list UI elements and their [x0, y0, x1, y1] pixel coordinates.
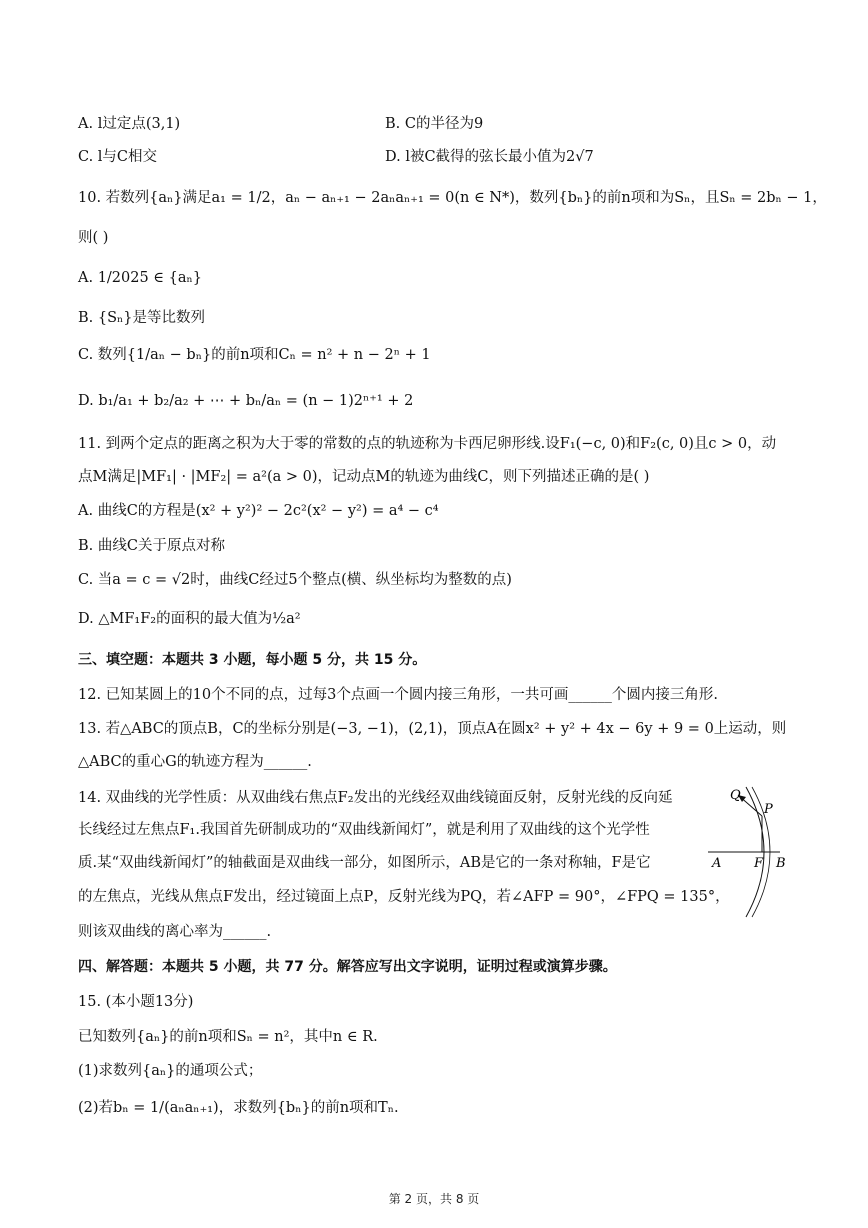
label-p: P	[764, 802, 773, 817]
q11-option-b: B. 曲线C关于原点对称	[78, 538, 225, 554]
q10-stem-cont: 则( )	[78, 230, 109, 246]
page-footer: 第 2 页，共 8 页	[388, 1192, 480, 1206]
q11-option-a: A. 曲线C的方程是(x² + y²)² − 2c²(x² − y²) = a⁴ − c⁴	[78, 503, 439, 519]
q10-option-b: B. {Sₙ}是等比数列	[78, 310, 206, 326]
q9-option-d: D. l被C截得的弦长最小值为2√7	[385, 149, 594, 165]
q14-line-3: 质.某“双曲线新闻灯”的轴截面是双曲线一部分，如图所示，AB是它的一条对称轴，F是它	[78, 855, 651, 871]
q13-line-1: 13. 若△ABC的顶点B，C的坐标分别是(−3, −1)，(2,1)，顶点A在圆x² + y² + 4x − 6y + 9 = 0上运动，则	[78, 721, 787, 737]
q11-option-c: C. 当a = c = √2时，曲线C经过5个整点(横、纵坐标均为整数的点)	[78, 572, 512, 588]
hyperbola-lamp-figure	[700, 783, 796, 923]
q10-stem: 10. 若数列{aₙ}满足a₁ = 1/2，aₙ − aₙ₊₁ − 2aₙaₙ₊₁ = 0(n ∈ N*)，数列{bₙ}的前n项和为Sₙ，且Sₙ = 2bₙ − 1，	[78, 190, 827, 206]
q14-line-5: 则该双曲线的离心率为______.	[78, 924, 272, 940]
q9-option-b: B. C的半径为9	[385, 116, 484, 132]
q12-text: 12. 已知某圆上的10个不同的点，过每3个点画一个圆内接三角形，一共可画______个圆内接三角形.	[78, 687, 718, 703]
label-q: Q	[730, 788, 741, 803]
q9-option-c: C. l与C相交	[78, 149, 158, 165]
label-a: A	[712, 856, 722, 871]
q11-option-d: D. △MF₁F₂的面积的最大值为½a²	[78, 611, 301, 627]
q15-part-2: (2)若bₙ = 1/(aₙaₙ₊₁)，求数列{bₙ}的前n项和Tₙ.	[78, 1100, 399, 1116]
q11-stem: 11. 到两个定点的距离之积为大于零的常数的点的轨迹称为卡西尼卵形线.设F₁(−c, 0)和F₂(c, 0)且c > 0，动	[78, 436, 777, 452]
q15-line-1: 已知数列{aₙ}的前n项和Sₙ = n²，其中n ∈ R.	[78, 1029, 378, 1045]
q10-option-d: D. b₁/a₁ + b₂/a₂ + ⋯ + bₙ/aₙ = (n − 1)2ⁿ⁺¹ + 2	[78, 393, 414, 409]
q14-line-4: 的左焦点，光线从焦点F发出，经过镜面上点P，反射光线为PQ，若∠AFP = 90°，∠FPQ = 135°，	[78, 889, 730, 905]
q14-line-2: 长线经过左焦点F₁.我国首先研制成功的“双曲线新闻灯”，就是利用了双曲线的这个光学性	[78, 822, 650, 838]
q9-option-a: A. l过定点(3,1)	[78, 116, 181, 132]
q10-option-c: C. 数列{1/aₙ − bₙ}的前n项和Cₙ = n² + n − 2ⁿ + 1	[78, 347, 431, 363]
q13-line-2: △ABC的重心G的轨迹方程为______.	[78, 754, 312, 770]
section-4-heading: 四、解答题：本题共 5 小题，共 77 分。解答应写出文字说明，证明过程或演算步骤。	[78, 959, 617, 975]
q15-title: 15. (本小题13分)	[78, 994, 194, 1010]
q10-option-a: A. 1/2025 ∈ {aₙ}	[78, 270, 203, 286]
label-f: F	[754, 856, 764, 871]
label-b: B	[776, 856, 786, 871]
q15-part-1: (1)求数列{aₙ}的通项公式；	[78, 1063, 263, 1079]
q11-stem-cont: 点M满足|MF₁| · |MF₂| = a²(a > 0)，记动点M的轨迹为曲线C，则下列描述正确的是( )	[78, 469, 650, 485]
q14-line-1: 14. 双曲线的光学性质：从双曲线右焦点F₂发出的光线经双曲线镜面反射，反射光线的反向延	[78, 790, 673, 806]
section-3-heading: 三、填空题：本题共 3 小题，每小题 5 分，共 15 分。	[78, 652, 427, 668]
